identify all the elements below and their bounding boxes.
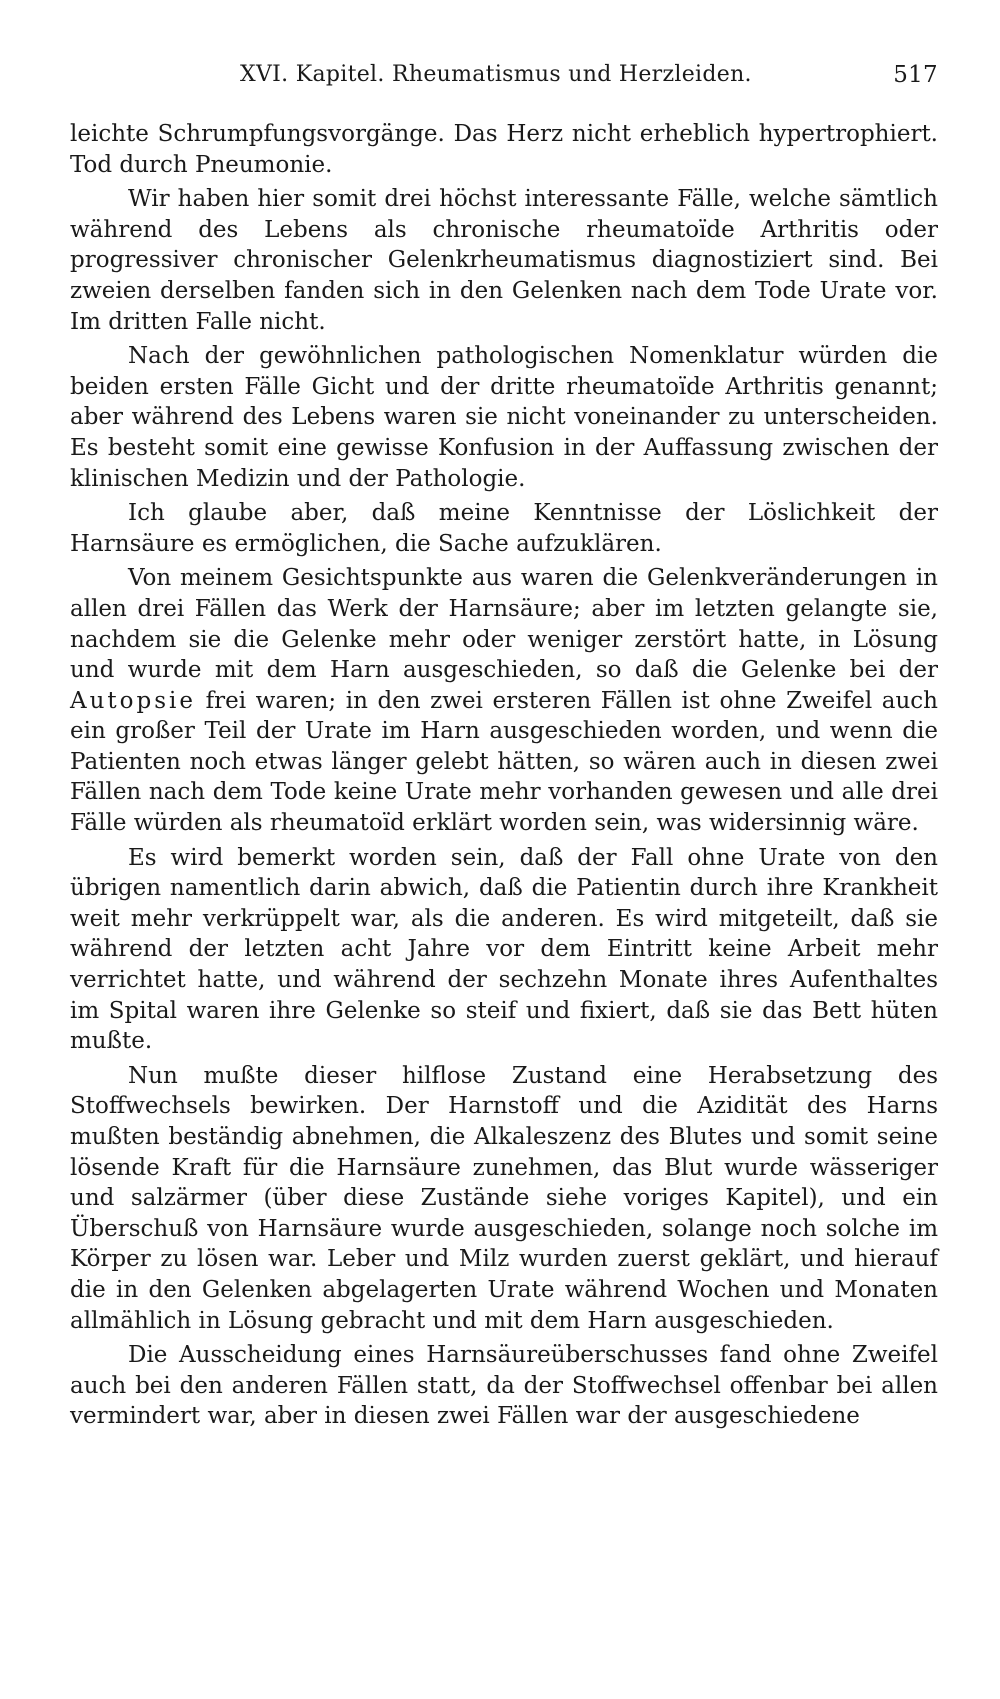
paragraph-5 [70,563,938,838]
paragraph-3: Nach der gewöhnlichen pathologischen Nomenklatur würden die beiden ersten Fälle Gicht und der dritte rheumatoïde Arthritis genannt; aber während des Lebens waren sie nicht voneinander zu unterscheiden. Es besteht somit eine gewisse Konfusion in der Auffassung zwischen der klinischen Medizin und der Pathologie. [70,343,938,492]
emphasized-word-autopsie: Autopsie [70,687,197,714]
paragraph-2: Wir haben hier somit drei höchst interessante Fälle, welche sämtlich während des Lebens als chronische rheumatoïde Arthritis oder progressiver chronischer Gelenkrheumatismus diagnostiziert sind. Bei zweien derselben fanden sich in den Gelenken nach dem Tode Urate vor. Im dritten Falle nicht. [70,186,938,335]
paragraph-5-part-1: Von meinem Gesichtspunkte aus waren die Gelenkveränderungen in allen drei Fällen das Werk der Harnsäure; aber im letzten gelangte sie, nachdem sie die Gelenke mehr oder weniger zerstört hatte, in Lösung und wurde mit dem Harn ausgeschieden, so daß die Gelenke bei der [70,565,938,684]
page-number: 517 [893,62,938,88]
paragraph-6: Es wird bemerkt worden sein, daß der Fall ohne Urate von den übrigen namentlich darin abwich, daß die Patientin durch ihre Krankheit weit mehr verkrüppelt war, als die anderen. Es wird mitgeteilt, daß sie während der letzten acht Jahre vor dem Eintritt keine Arbeit mehr verrichtet hatte, und während der sechzehn Monate ihres Aufenthaltes im Spital waren ihre Gelenke so steif und fixiert, daß sie das Bett hüten mußte. [70,844,938,1055]
paragraph-1: leichte Schrumpfungsvorgänge. Das Herz nicht erheblich hypertrophiert. Tod durch Pneumonie. [70,121,938,178]
paragraph-5-part-2: frei waren; in den zwei ersteren Fällen ist ohne Zweifel auch ein großer Teil der Urate im Harn ausgeschieden worden, und wenn die Patienten noch etwas länger gelebt hätten, so wären auch in diesen zwei Fällen nach dem Tode keine Urate mehr vorhanden gewesen und alle drei Fälle würden als rheumatoïd erklärt worden sein, was widersinnig wäre. [70,687,938,837]
chapter-title: XVI. Kapitel. Rheumatismus und Herzleiden. [240,62,752,87]
paragraph-8: Die Ausscheidung eines Harnsäureüberschusses fand ohne Zweifel auch bei den anderen Fällen statt, da der Stoffwechsel offenbar bei allen vermindert war, aber in diesen zwei Fällen war der ausgeschiedene [70,1342,938,1430]
paragraph-7: Nun mußte dieser hilflose Zustand eine Herabsetzung des Stoffwechsels bewirken. Der Harnstoff und die Azidität des Harns mußten beständig abnehmen, die Alkaleszenz des Blutes und somit seine lösende Kraft für die Harnsäure zunehmen, das Blut wurde wässeriger und salzärmer (über diese Zustände siehe voriges Kapitel), und ein Überschuß von Harnsäure wurde ausgeschieden, solange noch solche im Körper zu lösen war. Leber und Milz wurden zuerst geklärt, und hierauf die in den Gelenken abgelagerten Urate während Wochen und Monaten allmählich in Lösung gebracht und mit dem Harn ausgeschieden. [70,1062,938,1334]
body-text [70,119,938,1436]
paragraph-4: Ich glaube aber, daß meine Kenntnisse der Löslichkeit der Harnsäure es ermöglichen, die Sache aufzuklären. [70,500,938,557]
running-header [70,62,938,102]
